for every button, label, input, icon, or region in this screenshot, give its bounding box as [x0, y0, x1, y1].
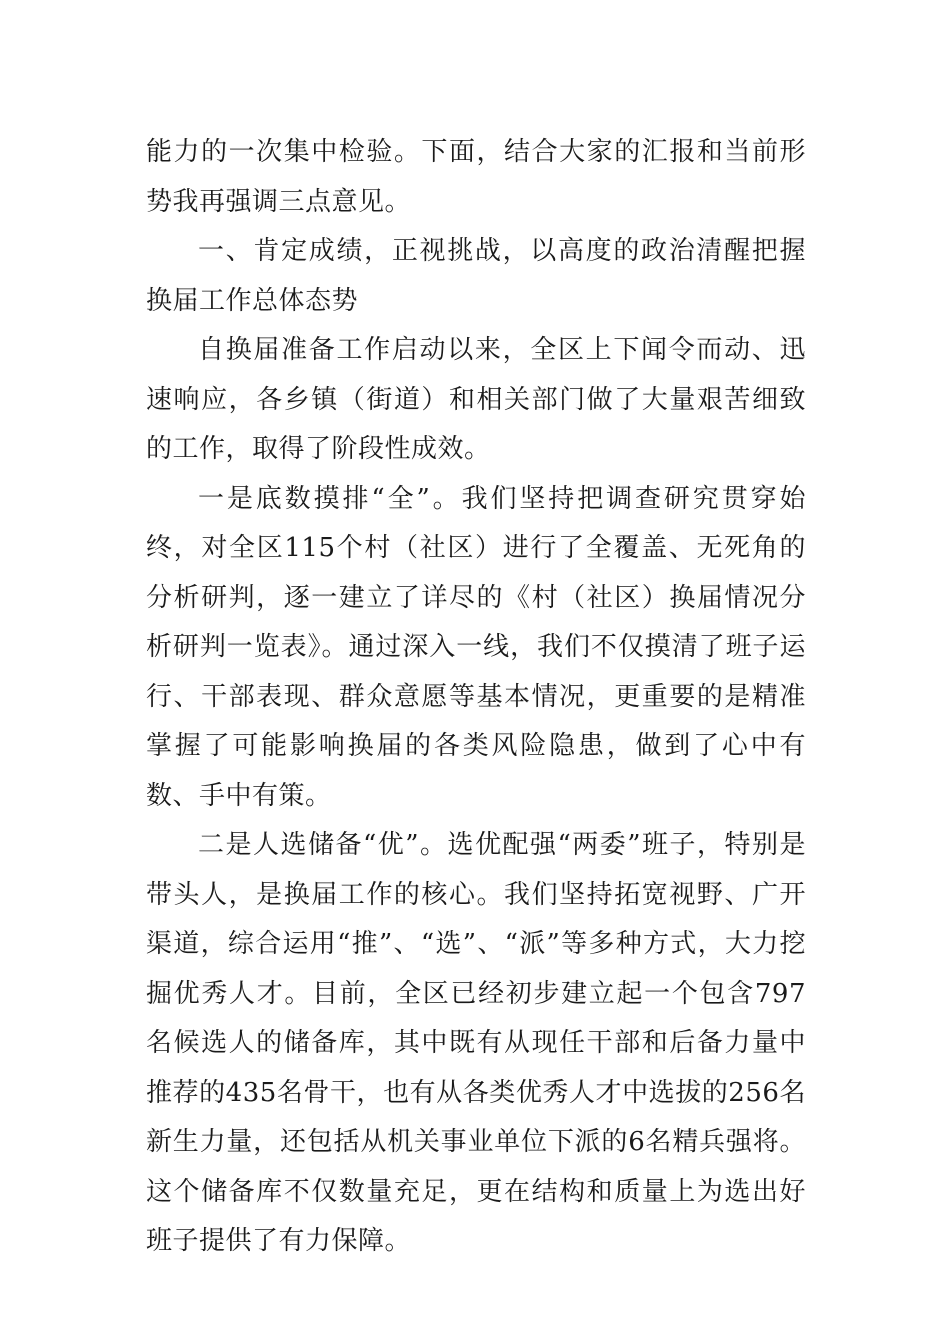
paragraph-continuation: 能力的一次集中检验。下面，结合大家的汇报和当前形势我再强调三点意见。 [146, 137, 806, 217]
section-heading: 一、肯定成绩，正视挑战，以高度的政治清醒把握换届工作总体态势 [146, 236, 806, 316]
paragraph-point-two: 二是人选储备“优”。选优配强“两委”班子，特别是带头人，是换届工作的核心。我们坚持拓宽视野、广开渠道，综合运用“推”、“选”、“派”等多种方式，大力挖掘优秀人才。目前，全区已经初步建立起一个包含797名候选人的储备库，其中既有从现任干部和后备力量中推荐的435名骨干，也有从各类优秀人才中选拔的256名新生力量，还包括从机关事业单位下派的6名精兵强将。这个储备库不仅数量充足，更在结构和质量上为选出好班子提供了有力保障。 [146, 830, 806, 1256]
document-body [146, 128, 806, 1267]
paragraph-intro: 自换届准备工作启动以来，全区上下闻令而动、迅速响应，各乡镇（街道）和相关部门做了大量艰苦细致的工作，取得了阶段性成效。 [146, 335, 806, 464]
paragraph-point-one: 一是底数摸排“全”。我们坚持把调查研究贯穿始终，对全区115个村（社区）进行了全覆盖、无死角的分析研判，逐一建立了详尽的《村（社区）换届情况分析研判一览表》。通过深入一线，我们不仅摸清了班子运行、干部表现、群众意愿等基本情况，更重要的是精准掌握了可能影响换届的各类风险隐患，做到了心中有数、手中有策。 [146, 483, 806, 811]
